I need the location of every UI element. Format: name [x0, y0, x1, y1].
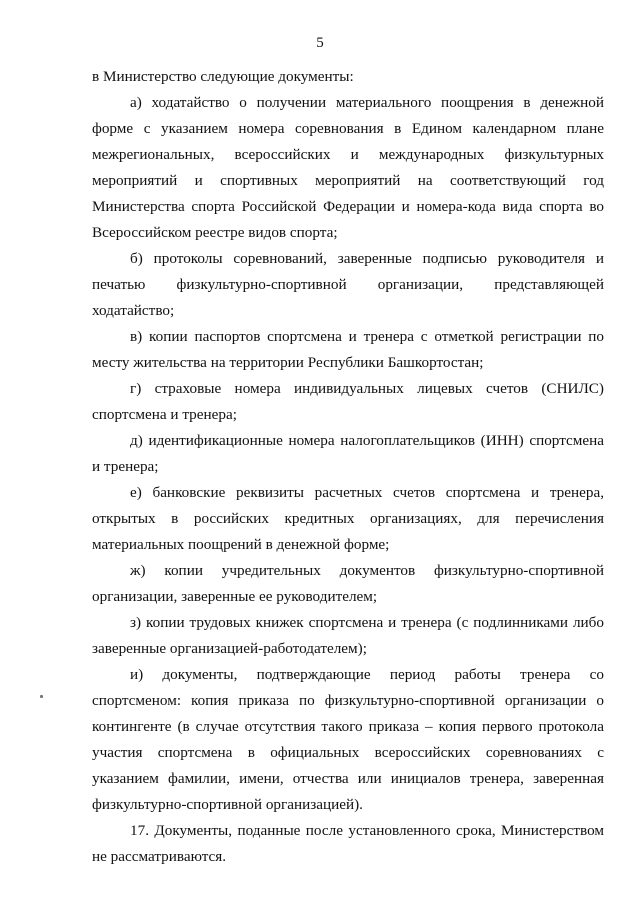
paragraph-item-d: д) идентификационные номера налогоплательщиков (ИНН) спортсмена и тренера;: [92, 432, 604, 475]
paragraph-item-a: а) ходатайство о получении материального поощрения в денежной форме с указанием номера соревнования в Едином календарном плане межрегиональных, всероссийских и международных физкультурных мероприятий и спортивных мероприятий на соответствующий год Министерства спорта Российской Федерации и номера-кода вида спорта во Всероссийском реестре видов спорта;: [92, 94, 604, 241]
paragraph-item-v: в) копии паспортов спортсмена и тренера с отметкой регистрации по месту жительства на территории Республики Башкортостан;: [92, 328, 604, 371]
paragraph-continuation: в Министерство следующие документы:: [92, 68, 354, 85]
paragraph-clause-17: 17. Документы, поданные после установленного срока, Министерством не рассматриваются.: [92, 822, 604, 865]
paragraph-item-e: е) банковские реквизиты расчетных счетов спортсмена и тренера, открытых в российских кредитных организациях, для перечисления материальных поощрений в денежной форме;: [92, 484, 604, 553]
document-body: [92, 64, 604, 870]
scan-margin-mark: [40, 695, 43, 698]
page-number: 5: [316, 35, 324, 51]
paragraph-item-zh: ж) копии учредительных документов физкультурно-спортивной организации, заверенные ее руководителем;: [92, 562, 604, 605]
paragraph-item-b: б) протоколы соревнований, заверенные подписью руководителя и печатью физкультурно-спортивной организации, представляющей ходатайство;: [92, 250, 604, 319]
paragraph-item-i: и) документы, подтверждающие период работы тренера со спортсменом: копия приказа по физкультурно-спортивной организации о контингенте (в случае отсутствия такого приказа – копия первого протокола участия спортсмена в официальных всероссийских соревнованиях с указанием фамилии, имени, отчества или инициалов тренера, заверенная физкультурно-спортивной организацией).: [92, 666, 604, 813]
paragraph-item-z: з) копии трудовых книжек спортсмена и тренера (с подлинниками либо заверенные организацией-работодателем);: [92, 614, 604, 657]
paragraph-item-g: г) страховые номера индивидуальных лицевых счетов (СНИЛС) спортсмена и тренера;: [92, 380, 604, 423]
